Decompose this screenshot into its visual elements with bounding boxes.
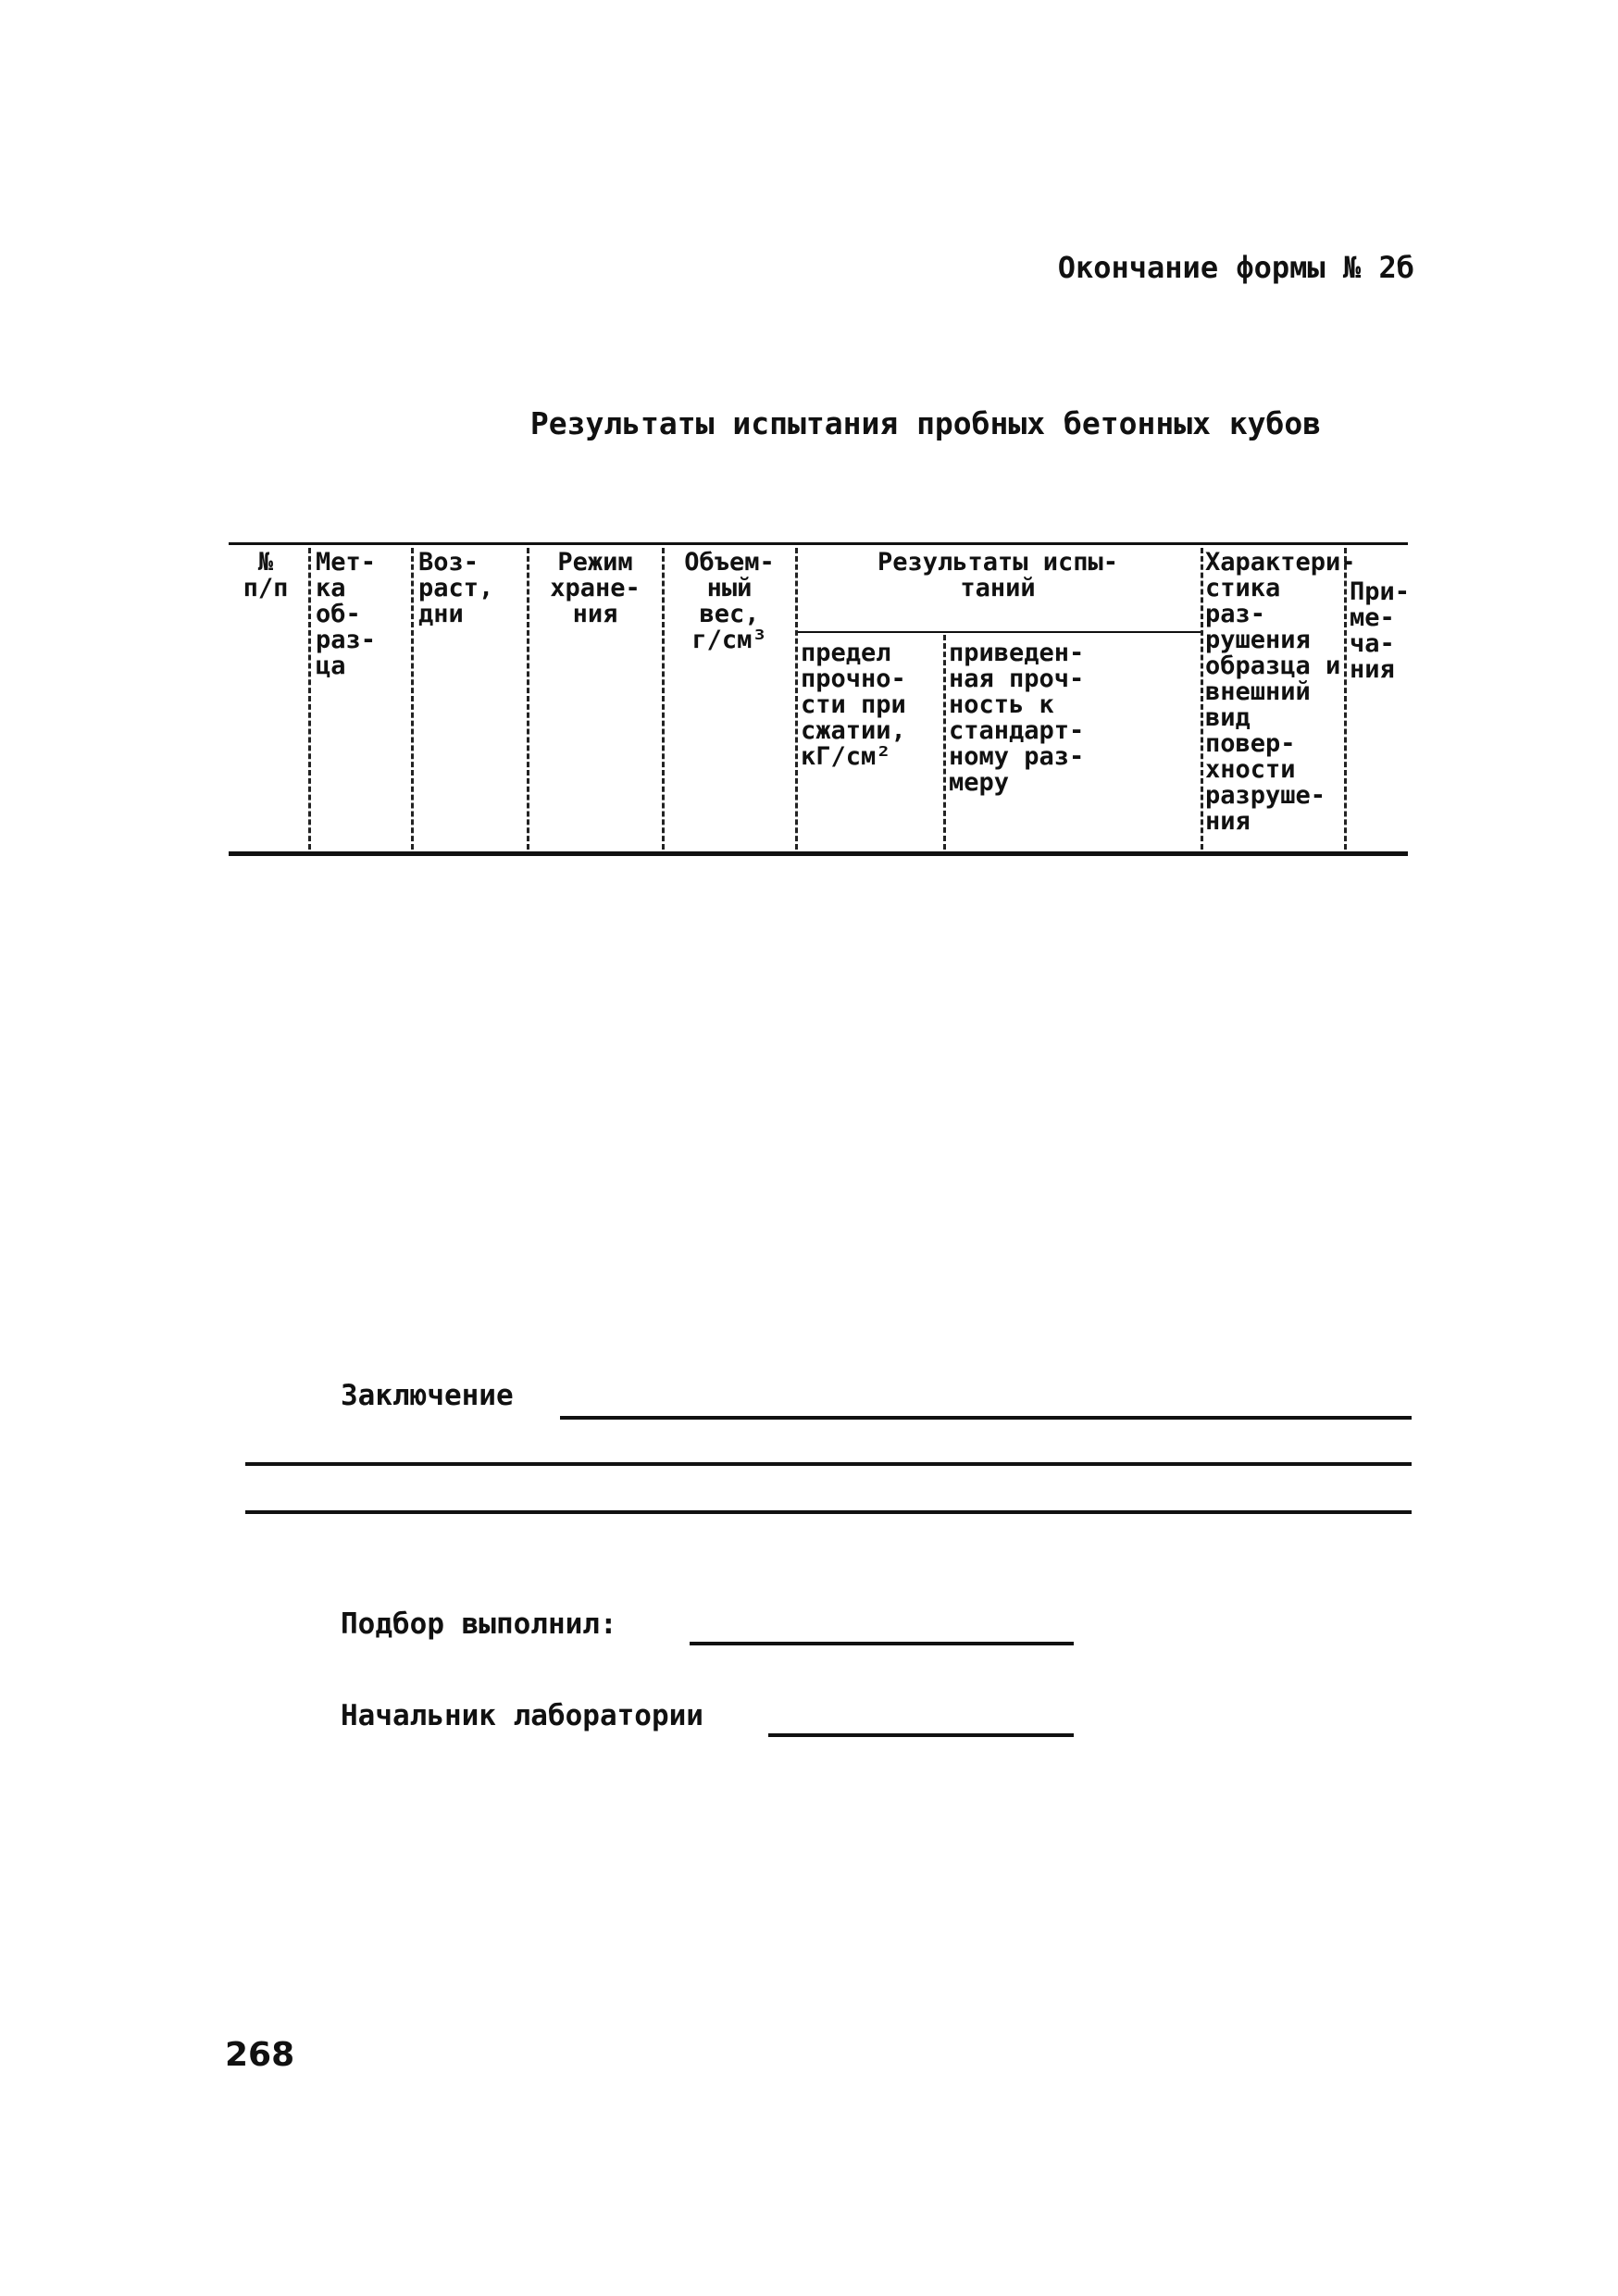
column-header-compressive-strength: предел прочно- сти при сжатии, кГ/см² bbox=[801, 639, 906, 771]
lab-head-signature-line bbox=[768, 1733, 1074, 1737]
form-reference: Окончание формы № 2б bbox=[1057, 250, 1414, 285]
table-subheader-rule bbox=[795, 631, 1201, 633]
column-divider bbox=[411, 548, 414, 850]
conclusion-label: Заключение bbox=[341, 1379, 514, 1412]
column-divider bbox=[527, 548, 529, 850]
conclusion-line bbox=[560, 1416, 1412, 1420]
lab-head-label: Начальник лаборатории bbox=[341, 1699, 703, 1732]
column-header-reduced-strength: приведен- ная проч- ность к стандарт- ному раз- меру bbox=[949, 639, 1085, 797]
column-divider bbox=[943, 635, 946, 850]
column-divider bbox=[1344, 548, 1347, 850]
selection-by-label: Подбор выполнил: bbox=[341, 1607, 617, 1641]
column-divider bbox=[1201, 548, 1203, 850]
column-header-test-results: Результаты испы- таний bbox=[877, 548, 1119, 602]
column-header-number: № п/п bbox=[243, 548, 289, 602]
column-header-age: Воз- раст, дни bbox=[418, 548, 494, 628]
column-header-notes: При- ме- ча- ния bbox=[1350, 577, 1411, 684]
column-divider bbox=[308, 548, 311, 850]
column-header-sample-mark: Мет- ка об- раз- ца bbox=[316, 548, 377, 680]
page-number: 268 bbox=[225, 2036, 295, 2074]
table-top-rule bbox=[229, 542, 1408, 545]
conclusion-line bbox=[245, 1462, 1412, 1466]
column-header-volume-weight: Объем- ный вес, г/см³ bbox=[684, 548, 775, 654]
conclusion-line bbox=[245, 1510, 1412, 1514]
column-header-fracture-characteristics: Характери- стика раз- рушения образца и внешний вид повер- хности разруше- ния bbox=[1205, 548, 1356, 836]
column-divider bbox=[662, 548, 665, 850]
selection-by-signature-line bbox=[690, 1642, 1074, 1645]
column-header-storage-mode: Режим хране- ния bbox=[550, 548, 641, 628]
results-table bbox=[229, 542, 1411, 857]
table-title: Результаты испытания пробных бетонных кубов bbox=[529, 405, 1322, 441]
column-divider bbox=[795, 548, 798, 850]
table-bottom-rule bbox=[229, 851, 1408, 856]
